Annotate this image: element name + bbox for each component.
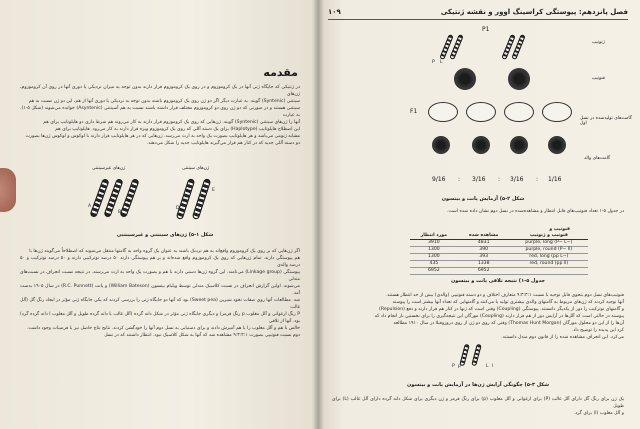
figure-gene-arrangement xyxy=(438,344,518,372)
table-cell: 1300 xyxy=(410,246,458,253)
body-line: فنوتیپ‌های نسل دوم بنحوی قابل توجیه با نسبت ۹:۳:۳:۱ متعارف اختلاف و دو دسته فنوتیپی (والدی) بیش از حد انتظار هستند. xyxy=(385,293,624,298)
table-cell: 4831 xyxy=(458,239,510,246)
table-header: مشاهده شده xyxy=(458,232,510,239)
section-heading: مقدمه xyxy=(263,66,298,79)
table-row xyxy=(410,253,588,260)
body-paragraph xyxy=(332,292,624,341)
allele-letter: P xyxy=(452,364,455,369)
right-page xyxy=(318,0,640,429)
table-cell: 6952 xyxy=(458,267,510,274)
table-intro: در جدول ۵-۱ تعداد فنوتیپ‌های قابل انتظار و مشاهده‌شده در نسل دوم نشان داده شده است. xyxy=(446,209,624,214)
intro-line: سینتنی هستند و در صورتی که دو ژن روی دو کروموزوم مختلف قرار داشته باشند نسبت به هم آسینتنی (Asyntenic) خوانده می‌شوند (شکل ۵-۱). به عبارت xyxy=(20,106,301,118)
ratio-separator: : xyxy=(498,176,501,183)
table-row xyxy=(410,260,588,267)
gene-letter: D xyxy=(176,206,180,211)
table-cell: 435 xyxy=(410,260,458,267)
body-line: دوم نسبت فنوتیپی بصورت ۹:۳:۳:۱ مشاهده شد که آنها به شکل کلاسیک نبود. انتظار داشتند که در نسل xyxy=(104,333,300,338)
table-cell: 1300 xyxy=(410,253,458,260)
body-line: پیوسته در حالتی است که آلل‌ها در آرایش دور از هم قرار دارند (Coupling) مورگان این نتیجه‌گیری را برای نخستین بار انجام داد که xyxy=(374,314,624,319)
flower-icon xyxy=(432,136,450,154)
figure-label-syntenic: ژن‌های سینتنی xyxy=(182,166,210,171)
table-cell: 1338 xyxy=(458,260,510,267)
table-cell: 393 xyxy=(458,253,510,260)
figure-punnett-bateson xyxy=(332,24,632,194)
body-line: می‌شوند. اولین گزارش انحراف در نسبت کلاسیک مندلی توسط ویلیام بیتسون (William Bateson) و پانت (R.C. Punnett) در سال ۱۹۰۵ بدست آمد. xyxy=(20,284,301,296)
flower-icon xyxy=(472,136,490,154)
table-cell: 3910 xyxy=(410,239,458,246)
table-header: فنوتیپ و ژنوتیپ xyxy=(510,232,588,239)
figure-side-label: گامت‌های والد xyxy=(584,156,611,161)
table-title: فنوتیپ و xyxy=(549,227,570,232)
gamete-cell xyxy=(428,102,458,122)
gene-letter: B xyxy=(118,210,122,215)
body-line: و گامتهای نوترکیب را دور از یکدیگر دانستند. پیوستگی (Coupling) وقتی است که ژنها در کنار هم قرار دارند و دفع (Repulsion) xyxy=(379,307,624,312)
body-line: می‌کرد. این انحراف مشاهده شده را از قانون دوم مندل دانستند. xyxy=(501,335,624,340)
allele-letter: L xyxy=(486,364,489,369)
running-head xyxy=(328,8,628,20)
intro-paragraph xyxy=(20,84,300,147)
figure-caption: شکل ۳-۵) چگونگی آرایش ژن‌ها در آزمایش پانت و بیتسون xyxy=(406,382,550,388)
footer-line: و آلل مغلوب (l) برای گرد. xyxy=(573,411,624,416)
flower-icon xyxy=(548,136,566,154)
figure-side-label: ژنوتیپ xyxy=(592,40,605,45)
table-row xyxy=(410,246,588,253)
figure-label-nonsyntenic: ژن‌های غیرسینتنی xyxy=(92,166,126,171)
table-row xyxy=(410,239,588,246)
ratio-separator: : xyxy=(458,176,461,183)
table-cell: 6952 xyxy=(410,267,458,274)
gene-letter: E xyxy=(212,188,215,193)
intro-line: این اصطلاح هاپلوتایپ (Haplotype) برای یک دسته آللی که روی یک کروموزوم ویژه قرار دارند به کار می‌رود. هاپلوتایپ برای هم xyxy=(55,127,300,132)
chromosome xyxy=(459,344,470,367)
intro-line: آنها را ژن‌های سینتنی (Syntenic) گویند. ژن‌هایی که روی یک کروموزوم قرار دارند به کار می‌روند هم شرط داری دو هاپلوتایپ برای هم xyxy=(43,120,300,125)
body-line: خالص با هم و آلل مغلوب را با هم آمیزش دادند و برای دستیابی به نسل دوم آنها را خودگشن کردند. نتایج نتاج حاصل نیز با فرضیات وجود داشت. xyxy=(26,326,300,331)
footer-line: یک ژن برای رنگ گل دارای آلل غالب (P) برای ارغوانی و آلل مغلوب (p) برای رنگ قرمز و ژن دیگری برای شکل دانه گرده دارای آلل غالب (L) برای طویل xyxy=(332,397,625,409)
figure-caption: شکل ۲-۵) آزمایش پانت و بیتسون xyxy=(441,196,525,202)
chromosome xyxy=(471,344,482,367)
phenotype-table xyxy=(410,232,588,275)
table-cell xyxy=(510,267,588,274)
flower-icon xyxy=(508,68,530,90)
gamete-cell xyxy=(504,102,534,122)
table-cell: red, long (pp L−) xyxy=(510,253,588,260)
body-line: P رنگ ارغوانی و آلل مغلوب p رنگ قرمز) و دیگری جایگاه ژنی مؤثر در شکل دانه گرده (آلل غالب L دانه گرده طویل و آلل مغلوب l دانه گرده گرد) بود. آنها از تلاقی xyxy=(20,312,301,324)
body-line: آن‌ها را از این دو محلول مورگان (Thomas Hunt Morgan) وقتی که روی دو ژن از روی دروزوفیلا در سال ۱۹۱۰ مطالعه xyxy=(393,321,624,326)
gamete-cell xyxy=(466,102,496,122)
gamete-cell xyxy=(542,102,572,122)
ratio-value: 3/16 xyxy=(472,176,486,183)
allele-letter: P xyxy=(432,60,435,65)
page-number: ۱۰۹ xyxy=(328,8,341,16)
table-cell: 390 xyxy=(458,246,510,253)
gene-letter: A xyxy=(88,204,92,209)
book-gutter xyxy=(312,0,324,429)
intro-line: مشابه ژنومی می‌باشد و هر هاپلوتایپ بصورت یک واحد به ارث می‌رسد. ژن‌هایی که در هر هاپلوتایپ قرار دارند با لوکوس و لوکوس ژن‌ها بصورت xyxy=(25,134,300,139)
body-line: آنها توجیه کردند که ژن‌های مربوط به گامتهای والدی بیشتری تولید یا می‌کنند و گامتهایی که تعداد آنها بیشتر است را پیوسته xyxy=(392,300,624,305)
running-head-title: فصل پانزدهم: پیوستگی کراسینگ اوور و نقشه ژنتیکی xyxy=(440,8,628,16)
figure-side-label: گامت‌های تولیدشده در نسل اول xyxy=(580,116,632,126)
panel-label-p1: P1 xyxy=(482,26,490,33)
body-line: شد. مطالعات آنها روی صفات نخود شیرین (Sweet pea) بود که آنها دو جایگاه ژنی را بررسی کردند که یکی جایگاه ژنی مؤثر در ایجاد رنگ گل (آلل غالب xyxy=(20,298,300,310)
table-cell: purple, round (P− ll) xyxy=(510,246,588,253)
panel-label-f1: F1 xyxy=(410,108,418,115)
ratio-value: 3/16 xyxy=(510,176,524,183)
footer-paragraph xyxy=(332,396,624,417)
body-line: کرد این پدیده را توضیح داد. xyxy=(571,328,624,333)
table-caption: جدول ۵-۱) نتیجه تلاقی پانت و بیتسون xyxy=(451,278,545,284)
figure-side-label: فنوتیپ xyxy=(592,76,605,81)
chromosome xyxy=(119,178,139,218)
ratio-value: 9/16 xyxy=(432,176,446,183)
table-row xyxy=(410,267,588,274)
table-cell: red, round (pp ll) xyxy=(510,260,588,267)
table-header: مورد انتظار xyxy=(410,232,458,239)
figure-syntenic xyxy=(70,166,260,230)
ratio-value: 1/16 xyxy=(548,176,562,183)
chromosome xyxy=(192,178,212,220)
figure-caption: شکل ۱-۵) ژن‌های سینتنی و غیرسینتنی xyxy=(116,232,214,238)
allele-letter: l xyxy=(492,364,494,369)
left-page xyxy=(0,0,318,429)
flower-icon xyxy=(510,136,528,154)
ratio-separator: : xyxy=(536,176,539,183)
thumb-finger xyxy=(0,168,16,212)
intro-line: در ژنتیکی که جایگاه ژنی آنها در یک کروموزوم و در روی یک کروموزوم قرار دارند بدون توجه به میزان نزدیکی یا دوری آنها در روی آن کروموزوم، ژن‌های xyxy=(20,85,300,97)
body-line: هم پیوستگی دارند. تمام ژن‌هایی که روی یک کروموزوم واقع شده‌اند و بر هم پیوستگی دارند ۵۰ درصد نوترکیبی دارند و ۵۰ درصد نوترکیب و ۵۰ درصد والدی xyxy=(20,256,300,268)
allele-letter: L xyxy=(440,60,443,65)
flower-icon xyxy=(454,68,476,90)
body-line: اگر ژن‌هایی که بر روی یک کروموزوم واقع‌اند به هم نزدیک باشند به عنوان یک گروه واحد به گامتها منتقل می‌شوند که اصطلاحاً می‌گویند ژن‌ها با xyxy=(29,249,300,254)
body-line: پیوستگی (Linkage group) می‌نامند. این گروه ژن‌ها دستی دارند با هم و بصورت یک واحد به ارث می‌رسند. در نتیجه نسبت انحراف در نسبت‌های مندلی xyxy=(20,270,300,282)
body-paragraph xyxy=(20,248,300,339)
intro-line: دو دسته آللی جدید که در کنار هم قرار می‌گیرند هاپلوتایپ جدید را شکل می‌دهند. xyxy=(146,141,300,146)
table-cell: purple, long (P− L−) xyxy=(510,239,588,246)
allele-letter: p xyxy=(458,364,461,369)
intro-line: سینتنی (Syntenic) گویند. به عبارت دیگر اگر دو ژن روی یک کروموزوم باشند بدون توجه به نزدیکی یا دوری آنها از هم، این دو ژن نسبت به هم xyxy=(28,99,300,104)
